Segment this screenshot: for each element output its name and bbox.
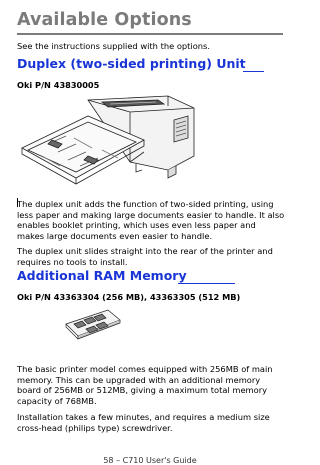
intro-text: See the instructions supplied with the options. [17, 41, 211, 51]
duplex-part-number: Oki P/N 43830005 [17, 80, 100, 90]
page-footer: 58 – C710 User's Guide [103, 456, 197, 465]
duplex-heading-underline [243, 71, 264, 72]
ram-part-numbers: Oki P/N 43363304 (256 MB), 43363305 (512 MB) [17, 292, 241, 302]
duplex-unit-image [18, 92, 198, 192]
duplex-install-note: The duplex unit slides straight into the rear of the printer and requires no tools to install. [17, 246, 273, 267]
ram-description: The basic printer model comes equipped with 256MB of main memory. This can be upgraded with an additional memory board of 256MB or 512MB, giving a maximum total memory capacity of 768MB. [17, 364, 273, 407]
ram-heading: Additional RAM Memory [17, 268, 187, 283]
page-title: Available Options [17, 10, 192, 30]
ram-install-note: Installation takes a few minutes, and requires a medium size cross-head (philips type) screwdriver. [17, 412, 270, 433]
duplex-heading: Duplex (two-sided printing) Unit [17, 56, 246, 71]
memory-module-image [62, 306, 124, 346]
ram-heading-underline [178, 283, 235, 284]
duplex-description: The duplex unit adds the function of two-sided printing, using less paper and making large documents easier to handle. It also enables booklet printing, which uses even less paper and makes large documents even easier to handle. [17, 199, 285, 242]
title-rule [17, 33, 283, 35]
